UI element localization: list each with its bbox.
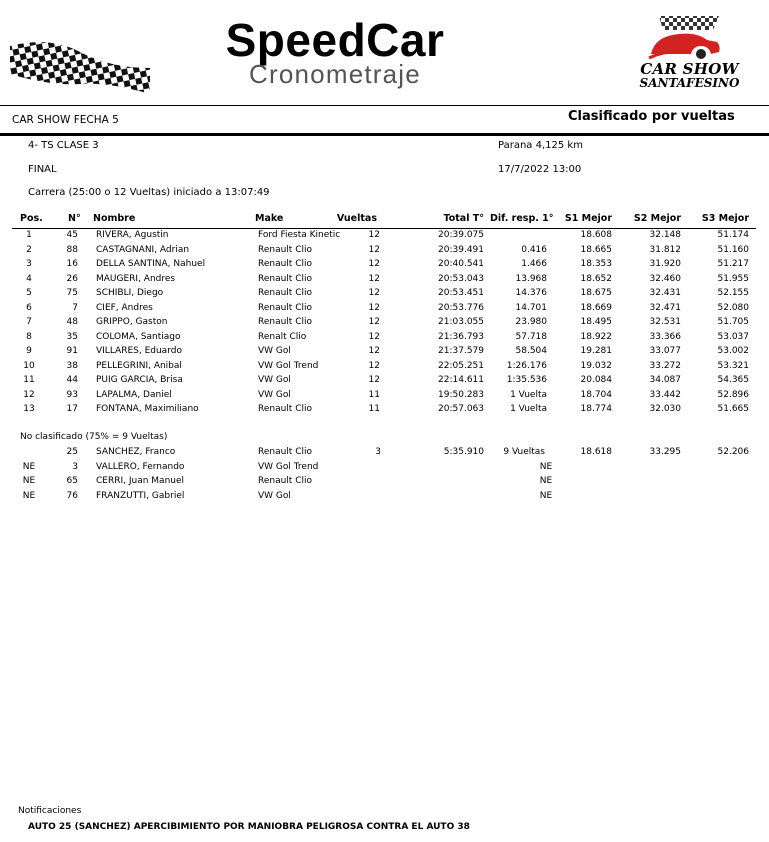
total-time: 19:50.283 [438,389,484,400]
total-time: 20:39.491 [438,244,484,255]
laps: 12 [368,259,380,269]
s3-best: 51.217 [717,259,749,269]
driver-name: VILLARES, Eduardo [96,346,182,356]
table-row [0,317,769,332]
s2-best: 33.366 [649,331,681,342]
car-number: 17 [66,404,78,414]
position: 10 [23,360,35,371]
table-row [0,361,769,376]
table-row [0,447,769,462]
car-make: Renault Clio [258,302,312,313]
s1-best: 18.922 [580,331,612,342]
event-name: CAR SHOW FECHA 5 [12,114,119,126]
s1-best: 18.353 [580,259,612,269]
car-number: 93 [66,389,78,400]
position: 2 [26,244,32,255]
driver-name: PUIG GARCIA, Brisa [96,375,183,385]
gap-to-leader: 58.504 [515,346,547,356]
table-row [0,390,769,405]
position: 3 [26,259,32,269]
s1-best: 18.704 [580,389,612,400]
car-make: VW Gol Trend [258,360,319,371]
s3-best: 52.080 [717,302,749,313]
total-time: 21:37.579 [438,346,484,356]
car-number: 26 [66,273,78,284]
s2-best: 32.431 [649,288,681,298]
position: 6 [26,302,32,313]
column-header-diff: Dif. resp. 1° [490,213,554,224]
car-number: 91 [66,346,78,356]
table-row [0,375,769,390]
driver-name: CASTAGNANI, Adrian [96,244,190,255]
s1-best: 18.652 [580,273,612,284]
s3-best: 54.365 [717,375,749,385]
header-divider [0,105,769,106]
table-header-divider [12,228,756,229]
car-make: Ford Fiesta Kinetic [258,230,341,240]
s3-best: 51.705 [717,317,749,327]
car-make: Renault Clio [258,447,312,457]
car-make: VW Gol [258,490,291,501]
column-header-make: Make [255,213,284,224]
laps: 3 [375,447,381,457]
total-time: 20:39.075 [438,230,484,240]
gap-to-leader: 14.376 [515,288,547,298]
table-row [0,259,769,274]
car-number: 25 [66,447,78,457]
laps: 12 [368,230,380,240]
s3-best: 53.321 [717,360,749,371]
laps: 12 [368,375,380,385]
total-time: 20:57.063 [438,404,484,414]
s2-best: 34.087 [649,375,681,385]
laps: 12 [368,360,380,371]
session-label: FINAL [28,164,57,175]
s3-best: 52.155 [717,288,749,298]
car-make: Renault Clio [258,317,312,327]
car-number: 44 [66,375,78,385]
column-header-number: N° [68,213,81,224]
laps: 12 [368,244,380,255]
gap-to-leader: 57.718 [515,331,547,342]
track-label: Parana 4,125 km [498,140,583,151]
gap-to-leader: 14.701 [515,302,547,313]
s2-best: 32.531 [649,317,681,327]
table-row [0,245,769,260]
s2-best: 33.442 [649,389,681,400]
s1-best: 18.608 [580,230,612,240]
s1-best: 20.084 [580,375,612,385]
driver-name: VALLERO, Fernando [96,461,185,472]
s1-best: 18.618 [580,447,612,457]
total-time: 5:35.910 [443,447,484,457]
driver-name: COLOMA, Santiago [96,331,181,342]
s3-best: 51.665 [717,404,749,414]
classification-label: Clasificado por vueltas [568,109,735,124]
car-make: Renault Clio [258,244,312,255]
driver-name: FONTANA, Maximiliano [96,404,199,414]
position: NE [22,461,36,472]
table-header [0,213,769,229]
driver-name: PELLEGRINI, Anibal [96,360,182,371]
car-number: 16 [66,259,78,269]
column-header-laps: Vueltas [336,213,377,224]
table-row [0,288,769,303]
position: 1 [26,230,32,240]
column-header-s3: S3 Mejor [701,213,749,224]
laps: 12 [368,317,380,327]
s2-best: 33.295 [649,447,681,457]
total-time: 22:05.251 [438,360,484,371]
car-number: 75 [66,288,78,298]
s2-best: 32.460 [649,273,681,284]
driver-name: GRIPPO, Gaston [96,317,168,327]
s2-best: 33.077 [649,346,681,356]
table-row [0,491,769,506]
table-row [0,404,769,419]
position: NE [22,476,36,486]
driver-name: CERRI, Juan Manuel [96,476,185,486]
s3-best: 53.002 [717,346,749,356]
car-show-logo-icon [645,14,725,62]
position: 7 [26,317,32,327]
s2-best: 32.030 [649,404,681,414]
column-header-s2: S2 Mejor [633,213,681,224]
table-row [0,332,769,347]
laps: 11 [368,389,380,400]
car-number: 38 [66,360,78,371]
s1-best: 18.669 [580,302,612,313]
gap-to-leader: 13.968 [515,273,547,284]
gap-to-leader: 9 Vueltas [503,447,545,457]
column-header-name: Nombre [93,213,136,224]
car-make: VW Gol [258,346,291,356]
s1-best: 18.665 [580,244,612,255]
car-number: 35 [66,331,78,342]
notifications-title: Notificaciones [18,806,82,816]
table-row [0,476,769,491]
position: 4 [26,273,32,284]
driver-name: SCHIBLI, Diego [96,288,164,298]
laps: 12 [368,288,380,298]
notification-text: AUTO 25 (SANCHEZ) APERCIBIMIENTO POR MANIOBRA PELIGROSA CONTRA EL AUTO 38 [28,822,470,832]
position: NE [22,490,36,501]
car-make: Renault Clio [258,404,312,414]
not-started-marker: NE [539,490,553,501]
driver-name: RIVERA, Agustin [96,230,169,240]
table-row [0,274,769,289]
date-label: 17/7/2022 13:00 [498,164,582,175]
driver-name: SANCHEZ, Franco [96,447,176,457]
checkered-flag-icon [10,38,150,94]
header-thick-divider [0,133,769,136]
gap-to-leader: 1.466 [521,259,547,269]
position: 9 [26,346,32,356]
total-time: 21:36.793 [438,331,484,342]
total-time: 22:14.611 [438,375,484,385]
car-number: 3 [72,461,78,472]
s1-best: 19.032 [580,360,612,371]
laps: 12 [368,346,380,356]
not-started-marker: NE [539,461,553,472]
table-row [0,303,769,318]
total-time: 20:53.451 [438,288,484,298]
s3-best: 53.037 [717,331,749,342]
car-number: 65 [66,476,78,486]
column-header-s1: S1 Mejor [564,213,612,224]
column-header-pos: Pos. [20,213,43,224]
s2-best: 32.471 [649,302,681,313]
car-number: 7 [72,302,78,313]
position: 13 [23,404,35,414]
table-row [0,230,769,245]
car-number: 48 [66,317,78,327]
gap-to-leader: 0.416 [521,244,547,255]
s1-best: 19.281 [580,346,612,356]
driver-name: MAUGERI, Andres [96,273,176,284]
driver-name: CIEF, Andres [96,302,153,313]
s1-best: 18.495 [580,317,612,327]
race-description: Carrera (25:00 o 12 Vueltas) iniciado a 13:07:49 [28,187,270,198]
total-time: 20:53.043 [438,273,484,284]
column-header-total: Total T° [443,213,484,224]
position: 5 [26,288,32,298]
car-number: 45 [66,230,78,240]
total-time: 21:03.055 [438,317,484,327]
gap-to-leader: 1:26.176 [506,360,547,371]
total-time: 20:53.776 [438,302,484,313]
car-make: VW Gol [258,375,291,385]
laps: 12 [368,273,380,284]
logo-text-car-show: CAR SHOW [640,60,739,78]
table-row [0,462,769,477]
s3-best: 51.955 [717,273,749,284]
s1-best: 18.774 [580,404,612,414]
not-classified-title: No clasificado (75% = 9 Vueltas) [20,432,168,442]
s2-best: 33.272 [649,360,681,371]
s3-best: 51.174 [717,230,749,240]
gap-to-leader: 1 Vuelta [510,404,547,414]
category-label: 4- TS CLASE 3 [28,140,99,151]
car-make: Renault Clio [258,273,312,284]
laps: 12 [368,331,380,342]
driver-name: DELLA SANTINA, Nahuel [96,259,206,269]
car-make: Renalt Clio [258,331,307,342]
s3-best: 52.206 [717,447,749,457]
not-started-marker: NE [539,476,553,486]
logo-text-santafesino: SANTAFESINO [639,76,740,90]
s3-best: 51.160 [717,244,749,255]
s1-best: 18.675 [580,288,612,298]
car-make: Renault Clio [258,288,312,298]
driver-name: FRANZUTTI, Gabriel [96,490,185,501]
gap-to-leader: 23.980 [515,317,547,327]
car-make: Renault Clio [258,476,312,486]
car-number: 76 [66,490,78,501]
driver-name: LAPALMA, Daniel [96,389,172,400]
s2-best: 31.812 [649,244,681,255]
car-make: VW Gol [258,389,291,400]
s2-best: 32.148 [649,230,681,240]
car-make: Renault Clio [258,259,312,269]
position: 11 [23,375,35,385]
s2-best: 31.920 [649,259,681,269]
car-number: 88 [66,244,78,255]
s3-best: 52.896 [717,389,749,400]
gap-to-leader: 1:35.536 [506,375,547,385]
car-make: VW Gol Trend [258,461,319,472]
table-row [0,346,769,361]
brand-subtitle: Cronometraje [249,59,421,89]
position: 12 [23,389,35,400]
laps: 11 [368,404,380,414]
laps: 12 [368,302,380,313]
gap-to-leader: 1 Vuelta [510,389,547,400]
brand-title: SpeedCar [225,14,445,66]
total-time: 20:40.541 [438,259,484,269]
position: 8 [26,331,32,342]
